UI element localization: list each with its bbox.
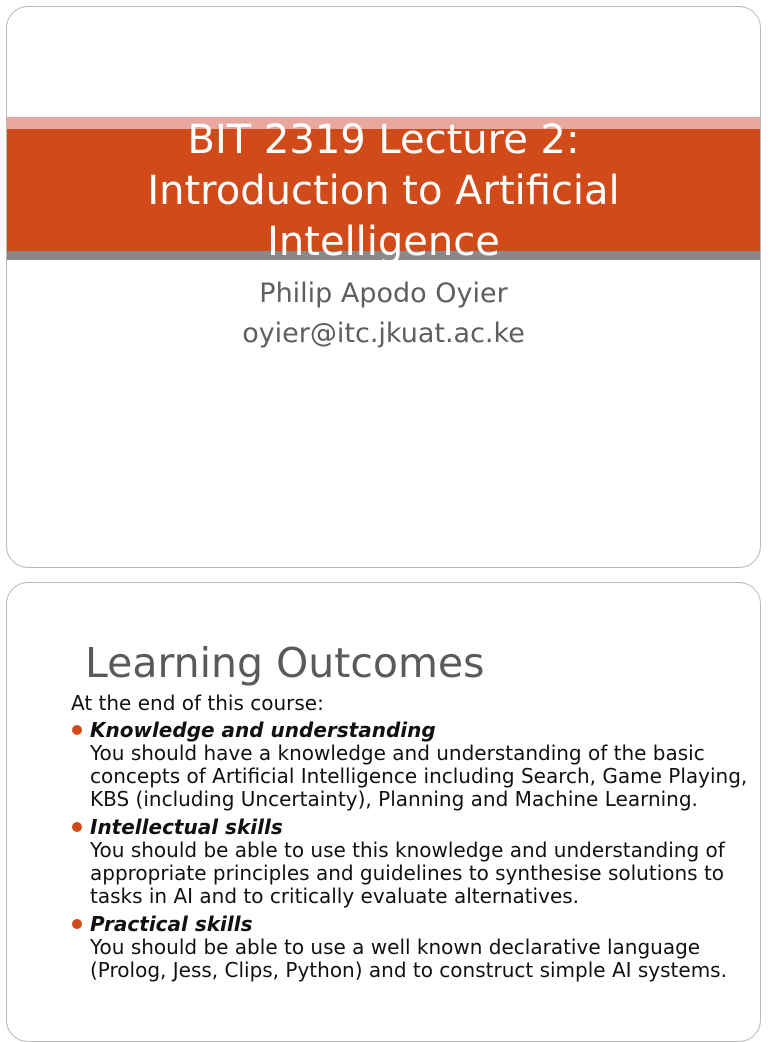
bullet-title: Knowledge and understanding bbox=[90, 718, 436, 742]
intro-text: At the end of this course: bbox=[71, 691, 324, 715]
author-name: Philip Apodo Oyier bbox=[259, 278, 508, 309]
learning-outcomes-slide bbox=[6, 582, 761, 1042]
author-email: oyier@itc.jkuat.ac.ke bbox=[242, 318, 525, 349]
bullet-title: Practical skills bbox=[90, 912, 253, 936]
bullet-icon bbox=[72, 822, 82, 832]
bullet-icon bbox=[72, 725, 82, 735]
bullet-text: You should be able to use a well known declarative language (Prolog, Jess, Clips, Python) and to construct simple AI systems. bbox=[90, 935, 727, 982]
slide-title: Learning Outcomes bbox=[85, 639, 485, 687]
bullet-text: You should have a knowledge and understanding of the basic concepts of Artificial Intelligence including Search, Game Playing, KBS (including Uncertainty), Planning and Machine Learning. bbox=[90, 741, 748, 811]
list-item bbox=[71, 816, 756, 908]
bullet-text: You should be able to use this knowledge and understanding of appropriate principles and guidelines to synthesise solutions to tasks in AI and to critically evaluate alternatives. bbox=[90, 838, 725, 908]
slide-title: BIT 2319 Lecture 2: Introduction to Artificial Intelligence bbox=[147, 117, 620, 265]
bullet-icon bbox=[72, 919, 82, 929]
list-item bbox=[71, 719, 756, 811]
title-slide bbox=[6, 6, 761, 568]
list-item bbox=[71, 913, 756, 982]
outcomes-list bbox=[71, 719, 756, 987]
bullet-title: Intellectual skills bbox=[90, 815, 283, 839]
